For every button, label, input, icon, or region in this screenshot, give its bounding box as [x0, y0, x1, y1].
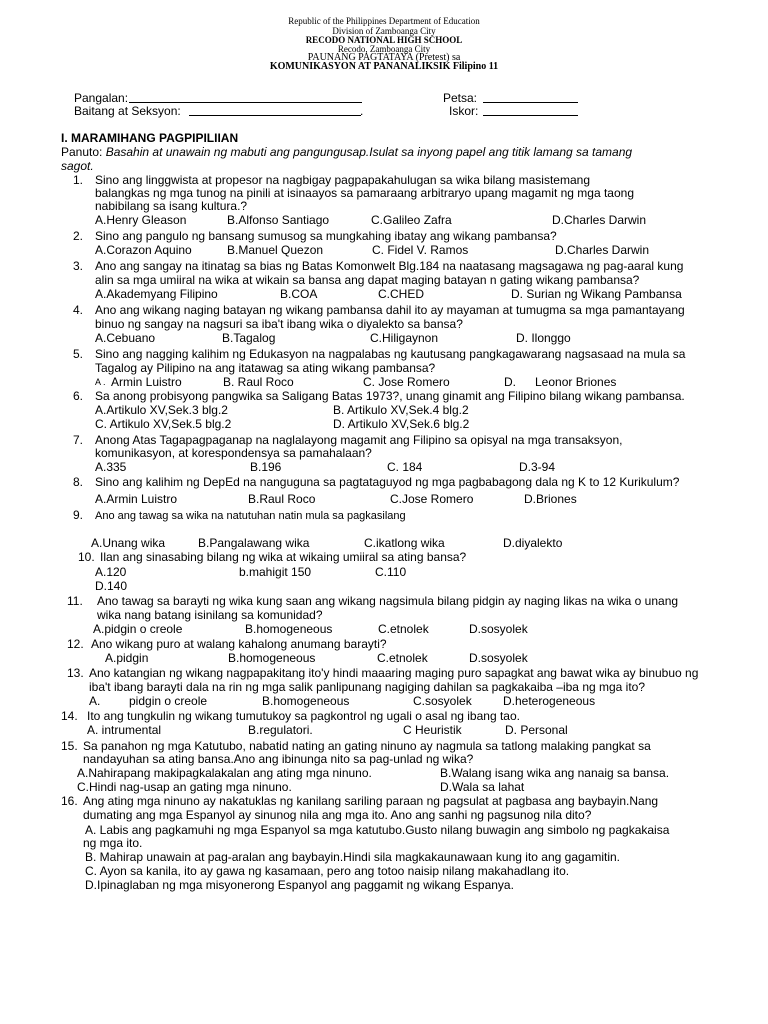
question-number: 9. [73, 508, 84, 522]
question-text-cont: wika nang batang isinilang sa komunidad? [97, 608, 323, 622]
choice-c[interactable]: C. Ayon sa kanila, ito ay gawa ng kasamaan, pero ang totoo naisip nilang makahadlang ito. [85, 864, 570, 878]
choice-a[interactable]: A.Henry Gleason [95, 213, 187, 227]
score-label: Iskor: [449, 104, 479, 118]
instructions-text: Basahin at unawain ng mabuti ang pangungusap.Isulat sa inyong papel ang titik lamang sa tamang [105, 145, 633, 159]
choice-c[interactable]: C.ikatlong wika [364, 536, 445, 550]
choice-d[interactable]: D.Briones [524, 492, 577, 506]
choice-b[interactable]: B.Walang isang wika ang nanaig sa bansa. [440, 766, 670, 780]
choice-c[interactable]: C.110 [375, 565, 407, 579]
choice-a[interactable]: A.Nahirapang makipagkalakalan ang ating mga ninuno. [77, 766, 372, 780]
section-title: I. MARAMIHANG PAGPIPILIIAN [61, 131, 239, 145]
choice-d[interactable]: Leonor Briones [535, 375, 617, 389]
date-label: Petsa: [443, 91, 478, 105]
question-number: 5. [73, 347, 84, 361]
choice-c[interactable]: C Heuristik [403, 723, 462, 737]
choice-c[interactable]: C.Hindi nag-usap an gating mga ninuno. [77, 780, 292, 794]
choice-a[interactable]: A.Cebuano [95, 331, 156, 345]
choice-a[interactable]: A.pidgin o creole [93, 622, 183, 636]
choice-d[interactable]: D.diyalekto [503, 536, 563, 550]
question-text: Ang ating mga ninuno ay nakatuklas ng kanilang sariling paraan ng pagsulat at pagbasa ang baybayin.Nang [83, 794, 659, 808]
question-text-cont: alin sa mga umiiral na wika at wikain sa bansa ang dapat maging batayan n gating wikang pambansa? [95, 273, 640, 287]
choice-c[interactable]: C. Artikulo XV,Sek.5 blg.2 [95, 417, 232, 431]
choice-b[interactable]: B.homogeneous [262, 694, 350, 708]
question-text: Ilan ang sinasabing bilang ng wika at wikaing umiiral sa ating bansa? [100, 550, 467, 564]
question-number: 6. [73, 389, 84, 403]
choice-c[interactable]: C. Fidel V. Ramos [372, 243, 469, 257]
question-text: Sa anong probisyong pangwika sa Saligang Batas 1973?, unang ginamit ang Filipino bilang wikang pambansa. [95, 389, 685, 403]
choice-d[interactable]: D. Artikulo XV,Sek.6 blg.2 [333, 417, 470, 431]
question-text: Anong Atas Tagapagpaganap na naglalayong magamit ang Filipino sa opisyal na mga transaksyon, [95, 433, 623, 447]
choice-c[interactable]: C.Jose Romero [390, 492, 474, 506]
choice-c[interactable]: C.etnolek [377, 651, 428, 665]
question-number: 4. [73, 303, 84, 317]
header-school-address: Recodo, Zamboanga City [337, 44, 431, 54]
question-number: 11. [67, 594, 83, 608]
choice-b[interactable]: b.mahigit 150 [239, 565, 312, 579]
choice-d[interactable]: D.Wala sa lahat [440, 780, 525, 794]
choice-a[interactable]: A.Unang wika [91, 536, 166, 550]
question-text: Ano wikang puro at walang kahalong anumang barayti? [91, 637, 387, 651]
header-school-name: RECODO NATIONAL HIGH SCHOOL [305, 35, 463, 45]
choice-b[interactable]: B.Manuel Quezon [227, 243, 324, 257]
question-number: 10. [78, 550, 95, 564]
section-label: Baitang at Seksyon: [74, 104, 181, 118]
name-field-line[interactable] [129, 102, 362, 103]
choice-d[interactable]: D. Ilonggo [516, 331, 571, 345]
question-number: 15. [61, 739, 78, 753]
question-text-cont: nabibilang sa isang kultura.? [95, 199, 248, 213]
name-label: Pangalan: [74, 91, 129, 105]
question-text: Sa panahon ng mga Katutubo, nabatid nating an gating ninuno ay nagmula sa tatlong malaking pangkat sa [83, 739, 651, 753]
choice-d[interactable]: D.sosyolek [469, 651, 528, 665]
choice-a[interactable]: pidgin o creole [129, 694, 208, 708]
question-text-cont: iba't ibang barayti dala na rin ng mga salik panlipunang nagiging dahilan sa pagkakaiba –iba ng mga ito? [89, 680, 646, 694]
choice-b[interactable]: B.196 [250, 460, 282, 474]
question-text-cont: nandayuhan sa ating bansa.Ano ang ibinunga nito sa pag-unlad ng wika? [83, 752, 474, 766]
choice-a[interactable]: A.pidgin [105, 651, 149, 665]
question-text: Sino ang kalihim ng DepEd na nanguguna sa pagtataguyod ng mga pagbabagong dala ng K to 12 Kurikulum? [95, 475, 680, 489]
section-trailing-dot: . [360, 104, 364, 118]
question-number: 2. [73, 229, 84, 243]
choice-a[interactable]: A. intrumental [87, 723, 162, 737]
choice-d[interactable]: D.Ipinaglaban ng mga misyonerong Espanyol ang paggamit ng wikang Espanya. [85, 878, 514, 892]
choice-d[interactable]: D.Charles Darwin [552, 213, 647, 227]
question-number: 16. [61, 794, 78, 808]
choice-a-letter: A. [89, 694, 101, 708]
choice-d[interactable]: D.3-94 [519, 460, 556, 474]
choice-c[interactable]: C.etnolek [378, 622, 429, 636]
choice-b[interactable]: B.Pangalawang wika [198, 536, 310, 550]
instructions-text-cont: sagot. [61, 159, 94, 173]
question-text: Sino ang linggwista at propesor na nagbigay pagpapakahulugan sa wika bilang masistemang [95, 173, 590, 187]
choice-b[interactable]: B.homogeneous [228, 651, 316, 665]
header-subject-grade: Filipino 11 [452, 61, 499, 72]
choice-b[interactable]: B.homogeneous [245, 622, 333, 636]
question-text-cont: balangkas ng mga tunog na pinili at isinaayos sa pamaraang arbitraryo upang magamit ng mga taong [95, 186, 635, 200]
choice-b[interactable]: B.Alfonso Santiago [227, 213, 330, 227]
question-number: 8. [73, 475, 84, 489]
choice-d[interactable]: D.140 [95, 579, 128, 593]
question-number: 3. [73, 259, 84, 273]
header-exam-title: PAUNANG PAGTATAYA (Pretest) sa [307, 52, 461, 63]
question-text-cont: dumating ang mga Espanyol ay sinunog nila ang mga ito. Ano ang sanhi ng pagsunog nila dito? [83, 808, 592, 822]
choice-c[interactable]: C.sosyolek [413, 694, 472, 708]
choice-a[interactable]: A.120 [95, 565, 127, 579]
question-text-cont: Tagalog ay Pilipino na ang itatawag sa ating wikang pambansa? [95, 361, 436, 375]
question-number: 7. [73, 433, 84, 447]
choice-a[interactable]: A.Armin Luistro [95, 492, 178, 506]
header-line-division: Division of Zamboanga City [332, 26, 436, 36]
choice-a[interactable]: A.Artikulo XV,Sek.3 blg.2 [95, 403, 228, 417]
score-field-line[interactable] [483, 115, 578, 116]
choice-d[interactable]: D.Charles Darwin [555, 243, 650, 257]
question-text-cont: komunikasyon, at korespondensya sa pamahalaan? [95, 446, 372, 460]
header-subject [0, 62, 768, 72]
choice-a[interactable]: A.Akademyang Filipino [95, 287, 218, 301]
question-text: Ano ang wikang naging batayan ng wikang pambansa dahil ito ay mayaman at tumugma sa mga pamantayang [95, 303, 685, 317]
header-line-department: Republic of the Philippines Department of Education [288, 16, 480, 26]
question-text: Ito ang tungkulin ng wikang tumutukoy sa pagkontrol ng ugali o asal ng ibang tao. [87, 709, 520, 723]
question-text: Sino ang nagging kalihim ng Edukasyon na nagpalabas ng kautusang pangkagawarang nagsasaad na mula sa [95, 347, 686, 361]
choice-b[interactable]: B.Tagalog [222, 331, 276, 345]
question-text: Sino ang pangulo ng bansang sumusog sa mungkahing ibatay ang wikang pambansa? [95, 229, 557, 243]
question-text: Ano ang tawag sa wika na natutuhan natin mula sa pagkasilang [95, 510, 406, 522]
question-number: 1. [73, 173, 84, 187]
choice-c[interactable]: C.Hiligaynon [370, 331, 439, 345]
choice-a[interactable]: A. Labis ang pagkamuhi ng mga Espanyol sa mga katutubo.Gusto nilang buwagin ang simbolo ng pagkakaisa [85, 823, 670, 837]
choice-a[interactable]: A.Corazon Aquino [95, 243, 192, 257]
instructions [61, 145, 632, 159]
question-text: Ano katangian ng wikang nagpapakitang ito'y hindi maaaring maging puro sapagkat ang bawat wika ay binubuo ng [89, 666, 699, 680]
question-number: 12. [67, 637, 84, 651]
date-field-line[interactable] [483, 102, 578, 103]
choice-a[interactable]: A.335 [95, 460, 127, 474]
question-text: Ano tawag sa barayti ng wika kung saan ang wikang nagsimula bilang pidgin ay naging likas na wika o unang [97, 594, 679, 608]
choice-a-letter: A . [95, 377, 106, 387]
choice-b[interactable]: B.Raul Roco [248, 492, 316, 506]
choice-c[interactable]: C.Galileo Zafra [371, 213, 452, 227]
question-number: 14. [61, 709, 78, 723]
choice-b[interactable]: B.regulatori. [248, 723, 313, 737]
question-text-cont: binuo ng sangay na nagsuri sa iba't ibang wika o diyalekto sa bansa? [95, 317, 463, 331]
question-text: Ano ang sangay na itinatag sa bias ng Batas Komonwelt Blg.184 na naatasang magsagawa ng pag-aaral kung [95, 259, 684, 273]
choice-d[interactable]: D. Surian ng Wikang Pambansa [511, 287, 682, 301]
choice-c[interactable]: C.CHED [378, 287, 425, 301]
choice-c[interactable]: C. 184 [387, 460, 423, 474]
choice-a[interactable]: Armin Luistro [111, 375, 182, 389]
choice-b[interactable]: B.COA [280, 287, 318, 301]
choice-d[interactable]: D.sosyolek [469, 622, 528, 636]
choice-c[interactable]: C. Jose Romero [363, 375, 450, 389]
choice-d[interactable]: D. Personal [505, 723, 568, 737]
choice-a-cont: ng mga ito. [83, 836, 143, 850]
section-field-line[interactable] [189, 115, 361, 116]
question-number: 13. [67, 666, 84, 680]
choice-b[interactable]: B. Raul Roco [223, 375, 294, 389]
header-subject-name: KOMUNIKASYON AT PANANALIKSIK [269, 61, 451, 72]
choice-b[interactable]: B. Mahirap unawain at pag-aralan ang baybayin.Hindi sila magkakaunawaan kung ito ang gagamitin. [85, 850, 621, 864]
choice-d-letter: D. [504, 375, 516, 389]
choice-d[interactable]: D.heterogeneous [503, 694, 596, 708]
instructions-label: Panuto: [61, 145, 106, 159]
choice-b[interactable]: B. Artikulo XV,Sek.4 blg.2 [333, 403, 469, 417]
